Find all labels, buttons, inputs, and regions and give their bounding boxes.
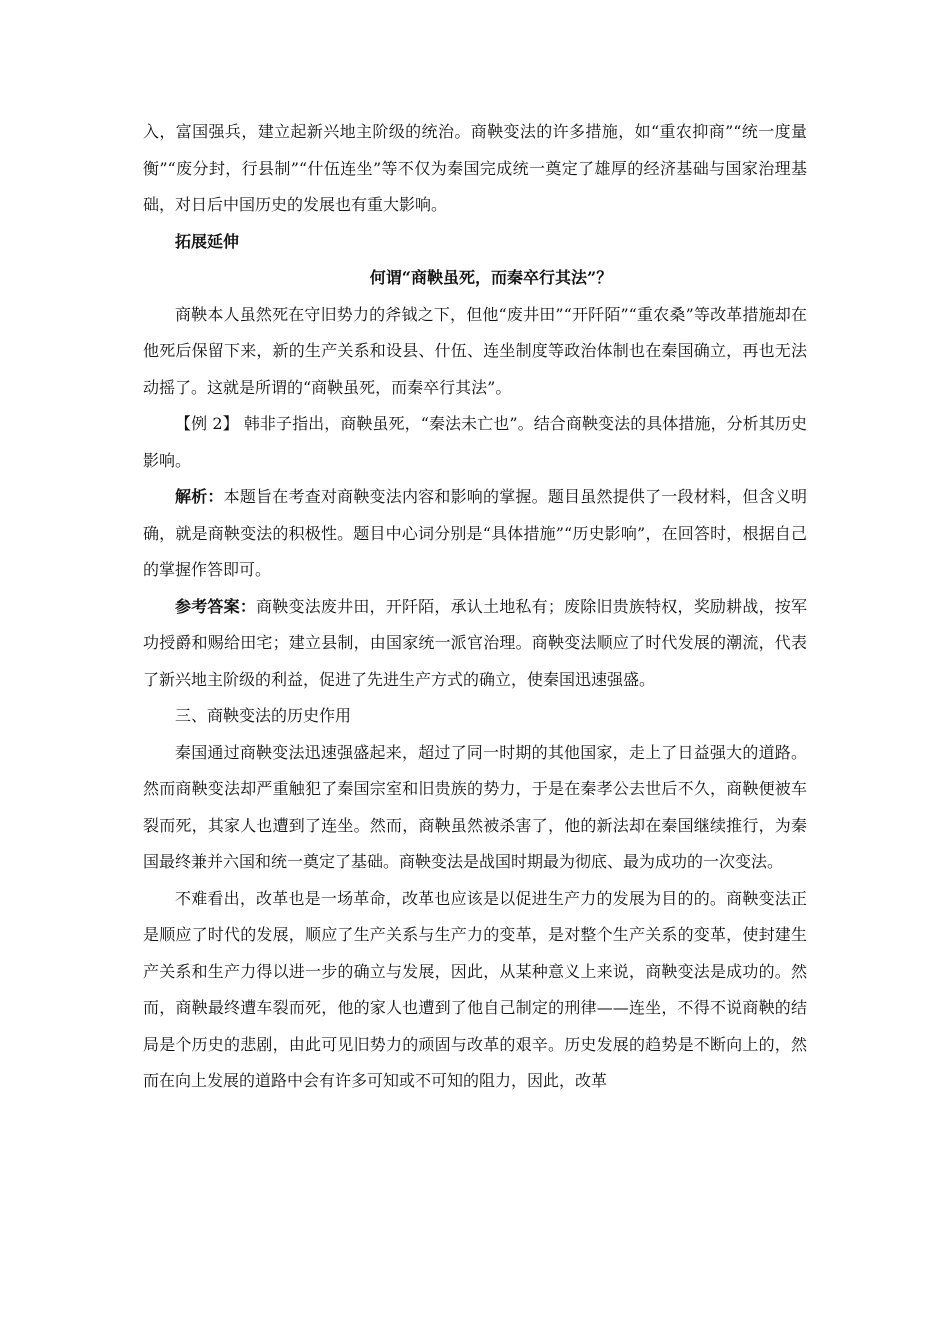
section-3-heading: 三、商鞅变法的历史作用 [175, 706, 352, 725]
paragraph-shangyang-legacy: 商鞅本人虽然死在守旧势力的斧钺之下，但他“废井田”“开阡陌”“重农桑”等改革措施却在他死后保留下来，新的生产关系和设县、什伍、连坐制度等政治体制也在秦国确立，再也无法动摇了。这就是所谓的“商鞅虽死，而秦卒行其法”。 [143, 304, 807, 397]
answer-text: 商鞅变法废井田，开阡陌，承认土地私有；废除旧贵族特权，奖励耕战，按军功授爵和赐给田宅；建立县制，由国家统一派官治理。商鞅变法顺应了时代发展的潮流，代表了新兴地主阶级的利益，促进了先进生产方式的确立，使秦国迅速强盛。 [143, 596, 807, 689]
analysis-text: 本题旨在考查对商鞅变法内容和影响的掌握。题目虽然提供了一段材料，但含义明确，就是商鞅变法的积极性。题目中心词分别是“具体措施”“历史影响”，在回答时，根据自己的掌握作答即可。 [143, 487, 807, 579]
example-label: 【例 2】 [175, 414, 239, 433]
analysis [143, 479, 807, 589]
document-page [143, 114, 807, 1100]
subtitle-question: 何谓“商鞅虽死，而秦卒行其法”？ [369, 268, 613, 287]
example-text: 韩非子指出，商鞅虽死，“秦法未亡也”。结合商鞅变法的具体措施，分析其历史影响。 [143, 414, 807, 470]
paragraph-historical-role: 秦国通过商鞅变法迅速强盛起来，超过了同一时期的其他国家，走上了日益强大的道路。然而商鞅变法却严重触犯了秦国宗室和旧贵族的势力，于是在秦孝公去世后不久，商鞅便被车裂而死，其家人也遭到了连坐。然而，商鞅虽然被杀害了，他的新法却在秦国继续推行，为秦国最终兼并六国和统一奠定了基础。商鞅变法是战国时期最为彻底、最为成功的一次变法。 [143, 742, 807, 871]
paragraph-intro-continued: 入，富国强兵，建立起新兴地主阶级的统治。商鞅变法的许多措施，如“重农抑商”“统一度量衡”“废分封，行县制”“什伍连坐”等不仅为秦国完成统一奠定了雄厚的经济基础与国家治理基础，对日后中国历史的发展也有重大影响。 [143, 122, 807, 214]
example-2 [143, 406, 807, 479]
answer-label: 参考答案： [175, 596, 257, 616]
analysis-label: 解析： [175, 487, 224, 506]
paragraph-reform-analysis: 不难看出，改革也是一场革命，改革也应该是以促进生产力的发展为目的的。商鞅变法正是顺应了时代的发展，顺应了生产关系与生产力的变革，是对整个生产关系的变革，使封建生产关系和生产力得以进一步的确立与发展，因此，从某种意义上来说，商鞅变法是成功的。然而，商鞅最终遭车裂而死，他的家人也遭到了他自己制定的刑律——连坐，不得不说商鞅的结局是个历史的悲剧，由此可见旧势力的顽固与改革的艰辛。历史发展的趋势是不断向上的，然而在向上发展的道路中会有许多可知或不可知的阻力，因此，改革 [143, 888, 807, 1090]
heading-extend: 拓展延伸 [175, 231, 240, 251]
reference-answer [143, 589, 807, 699]
